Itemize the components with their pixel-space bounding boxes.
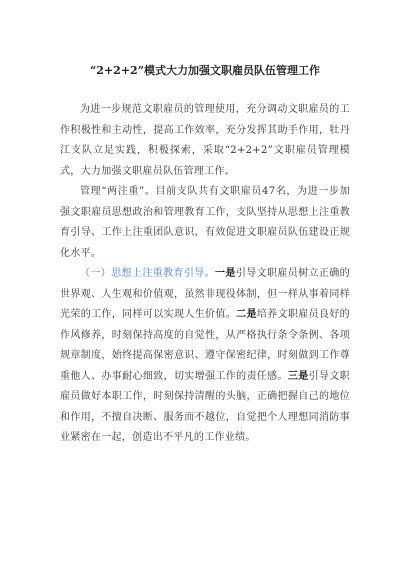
ideology-paragraph [60, 264, 350, 449]
point-three-label: 三是 [287, 370, 309, 382]
section-heading: （一）思想上注重教育引导。 [80, 268, 216, 279]
document-title: “2+2+2”模式大力加强文职雇员队伍管理工作 [89, 64, 321, 77]
intro-paragraph: 为进一步规范文职雇员的管理使用，充分调动文职雇员的工作积极性和主动性，提高工作效率，充分发挥其助手作用，牡丹江支队立足实践，积极探索，采取“2+2+2”文职雇员管理模式，大力加强文职雇员队伍管理工作。 [60, 104, 350, 177]
point-one-label: 一是 [215, 268, 236, 279]
management-paragraph: 管理“两注重”。目前支队共有文职雇员47名，为进一步加强文职雇员思想政治和管理教育工作，支队坚持从思想上注重教育引导、工作上注重团队意识，有效促进文职雇员队伍建设正规化水平。 [60, 186, 350, 259]
point-two-text: 培养文职雇员良好的作风修养，时刻保持高度的自觉性，从严格执行条令条例、各项规章制度，始终提高保密意识、遵守保密纪律，时刻做到工作尊重他人、办事耐心细致，切实增强工作的责任感。 [60, 309, 350, 382]
point-two-label: 二是 [236, 309, 257, 320]
point-one-text: 引导文职雇员树立正确的世界观、人生观和价值观，虽然非现役体制，但一样从事着同样光荣的工作，同样可以实现人生价值。 [60, 268, 350, 320]
point-three-text: 引导文职雇员做好本职工作，时刻保持清醒的头脑，正确把握自己的地位和作用，不擅自决断、服务而不越位，自觉把个人理想同消防事业紧密在一起，创造出不平凡的工作业绩。 [60, 370, 350, 443]
